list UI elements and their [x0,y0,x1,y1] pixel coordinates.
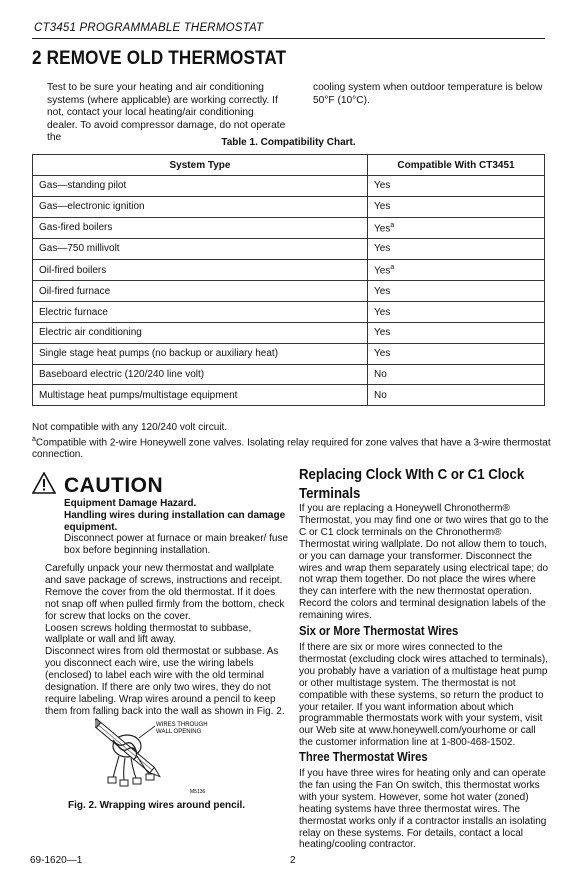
caution-instruction: Disconnect power at furnace or main breaker/ fuse box before beginning installation. [64,533,288,557]
cell-system-type: Gas-fired boilers [33,217,368,239]
compatible-value: Yes [374,306,391,318]
table-row [33,343,545,364]
figure-caption: Fig. 2. Wrapping wires around pencil. [68,800,246,811]
paragraph-loosen: Loosen screws holding thermostat to subbase, wallplate or wall and lift away. [45,622,252,646]
table-body [33,176,545,406]
table-row [33,281,545,302]
footnote-ref: a [390,263,395,271]
intro-right-text: cooling system when outdoor temperature is below 50°F (10°C). [313,82,543,106]
cell-system-type: Electric furnace [33,302,368,323]
table-row [33,259,545,281]
table-row [33,322,545,343]
cell-compatible [368,239,545,260]
compatible-value: Yes [374,201,391,213]
compatible-value: Yes [374,180,391,192]
caution-heading: CAUTION [64,474,164,497]
table-row [33,364,545,385]
header-rule [32,38,545,39]
table-row [33,176,545,197]
heading-six-wires: Six or More Thermostat Wires [299,624,459,638]
pencil-wires-illustration [95,718,225,798]
column-header-compatible: Compatible With CT3451 [368,155,545,176]
cell-compatible [368,259,545,281]
page-number: 2 [290,855,296,866]
cell-system-type: Gas—750 millivolt [33,239,368,260]
table-row [33,196,545,217]
paragraph-disconnect: Disconnect wires from old thermostat or subbase. As you disconnect each wire, use the wiring labels (enclosed) to label each wire with the old terminal designation. If there are only two wires, they do not require labeling. Wrap wires around a pencil to keep them from falling back into the wall as shown in Fig. 2. [45,646,285,717]
compatible-value: Yes [374,243,391,255]
compatible-value: Yes [374,327,391,339]
caution-handling: Handling wires during installation can damage equipment. [64,509,286,533]
table-caption: Table 1. Compatibility Chart. [221,137,356,148]
cell-compatible [368,322,545,343]
running-head: CT3451 PROGRAMMABLE THERMOSTAT [34,22,264,34]
cell-compatible [368,302,545,323]
cell-system-type: Gas—standing pilot [33,176,368,197]
left-body-text [45,563,285,718]
table-row [33,217,545,239]
document-number: 69-1620—1 [30,855,83,866]
cell-compatible [368,196,545,217]
cell-system-type: Single stage heat pumps (no backup or auxiliary heat) [33,343,368,364]
heading-replacing-clock: Replacing Clock WIth C or C1 Clock Terminals [299,466,525,502]
figure-code: M5136 [190,789,206,795]
cell-system-type: Electric air conditioning [33,322,368,343]
footnote-a [32,434,552,461]
cell-compatible [368,385,545,406]
compatible-value: Yes [374,223,391,234]
compatible-value: No [374,389,387,401]
cell-compatible [368,281,545,302]
intro-left-text: Test to be sure your heating and air conditioning systems (where applicable) are working correctly. If not, contact your local heating/air conditioning dealer. To avoid compressor damage, do not operate the [47,82,286,144]
cell-system-type: Oil-fired boilers [33,259,368,281]
caution-hazard: Equipment Damage Hazard. [64,498,197,509]
cell-compatible [368,176,545,197]
cell-system-type: Baseboard electric (120/240 line volt) [33,364,368,385]
cell-system-type: Multistage heat pumps/multistage equipment [33,385,368,406]
compatible-value: Yes [374,265,391,277]
compatible-value: Yes [374,348,391,360]
column-header-system-type: System Type [33,155,368,176]
caution-text [64,498,294,557]
heading-three-wires: Three Thermostat Wires [299,750,428,764]
figure-label-line2: WALL OPENING [156,729,202,735]
table-row [33,385,545,406]
cell-compatible [368,217,545,239]
footnote-a-text: Compatible with 2-wire Honeywell zone valves. Isolating relay required for zone valves that have a 3-wire thermostat connection. [32,437,551,461]
paragraph-unpack: Carefully unpack your new thermostat and wallplate and save package of screws, instructions and receipt. Remove the cover from the old thermostat. If it does not snap off when pulled firmly from the bottom, check for screw that locks on the cover. [45,563,285,622]
cell-compatible [368,364,545,385]
footnote-ref: a [390,221,395,229]
warning-triangle-icon [32,472,56,494]
compatible-value: No [374,368,387,380]
cell-system-type: Oil-fired furnace [33,281,368,302]
paragraph-three-wires: If you have three wires for heating only and can operate the fan using the Fan On switch, this thermostat works with your system. However, some hot water (zoned) heating systems have three thermostat wires. The thermostat works only if a contractor installs an isolating relay on these systems. For details, contact a local heating/cooling contractor. [299,768,547,851]
footnote-marker: a [32,436,36,443]
figure-label-line1: WIRES THROUGH [156,722,208,728]
paragraph-clock: If you are replacing a Honeywell Chronotherm® Thermostat, you may find one or two wires that go to the C or C1 clock terminals on the Chronotherm® Thermostat wiring wallplate. Do not allow them to touch, or you can damage your transformer. Disconnect the wires and wrap them separately using electrical tape; do not wrap them together. Do not place the wires where they can interfere with the new thermostat operation. Record the colors and terminal designation labels of the remaining wires. [299,503,549,622]
cell-system-type: Gas—electronic ignition [33,196,368,217]
compatibility-table [32,154,545,406]
cell-compatible [368,343,545,364]
table-row [33,302,545,323]
paragraph-six-wires: If there are six or more wires connected to the thermostat (excluding clock wires attached to terminals), you probably have a variation of a multistage heat pump or other multistage system. The thermostat is not compatible with these systems, so return the product to your retailer. If you want information about which programmable thermostats work with your system, visit our Web site at www.honeywell.com/yourhome or call the customer information line at 1-800-468-1502. [299,642,548,749]
compatible-value: Yes [374,285,391,297]
section-title: 2 REMOVE OLD THERMOSTAT [32,48,287,69]
table-row [33,239,545,260]
footnote-not-compatible: Not compatible with any 120/240 volt circuit. [32,422,228,433]
table-header-row [33,155,545,176]
